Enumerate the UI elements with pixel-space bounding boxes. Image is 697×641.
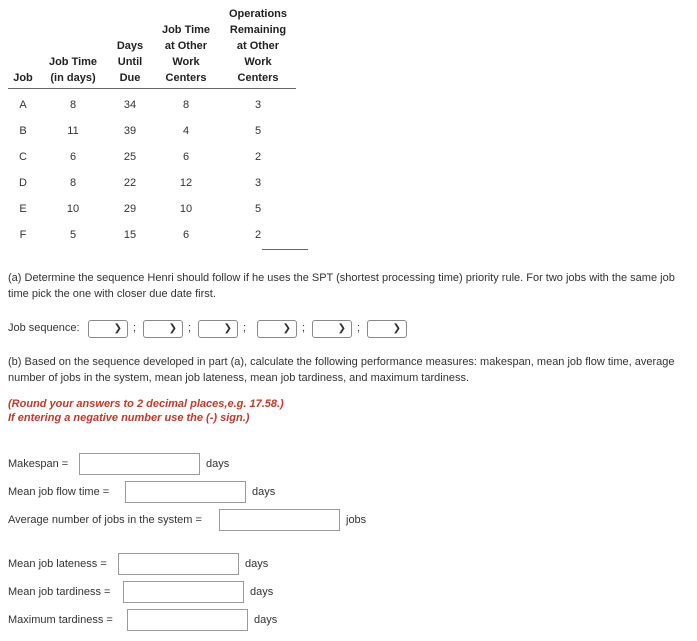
cell-job: B	[19, 125, 27, 137]
job-sequence-label: Job sequence:	[8, 322, 80, 334]
chevron-down-icon: ❯	[337, 323, 346, 334]
avg-jobs-input[interactable]	[219, 509, 340, 531]
header-days-until-due: Days Until Due	[108, 6, 152, 89]
cell-operations-remaining: 5	[254, 203, 262, 215]
makespan-label: Makespan =	[8, 458, 69, 470]
cell-days-until-due: 39	[123, 125, 137, 137]
mean-tardiness-input[interactable]	[123, 581, 244, 603]
cell-job-time-other: 6	[182, 229, 190, 241]
chevron-down-icon: ❯	[113, 323, 122, 334]
table-bottom-rule	[262, 249, 308, 250]
table-header-row	[8, 6, 308, 89]
sequence-select-4[interactable]	[257, 320, 297, 338]
chevron-down-icon: ❯	[223, 323, 232, 334]
cell-job-time-other: 6	[182, 151, 190, 163]
header-job-time: Job Time (in days)	[38, 6, 108, 89]
mean-flow-time-input[interactable]	[125, 481, 246, 503]
sequence-separator: ;	[357, 322, 361, 334]
mean-lateness-label: Mean job lateness =	[8, 558, 107, 570]
cell-job-time-other: 12	[179, 177, 193, 189]
sequence-select-3[interactable]	[198, 320, 238, 338]
cell-operations-remaining: 3	[254, 99, 262, 111]
sequence-separator: ;	[302, 322, 306, 334]
cell-job-time: 8	[69, 99, 77, 111]
sequence-select-5[interactable]	[312, 320, 352, 338]
avg-jobs-unit: jobs	[346, 514, 367, 526]
rounding-instruction: (Round your answers to 2 decimal places,e.g. 17.58.)	[8, 398, 284, 410]
makespan-unit: days	[206, 458, 230, 470]
cell-job: E	[19, 203, 27, 215]
cell-job-time: 11	[67, 125, 79, 137]
table-row	[8, 222, 308, 248]
mean-flow-time-unit: days	[252, 486, 276, 498]
mean-lateness-input[interactable]	[118, 553, 239, 575]
max-tardiness-label: Maximum tardiness =	[8, 614, 113, 626]
mean-tardiness-unit: days	[250, 586, 274, 598]
sequence-select-6[interactable]	[367, 320, 407, 338]
cell-job-time: 6	[69, 151, 77, 163]
cell-job-time-other: 4	[182, 125, 190, 137]
cell-operations-remaining: 5	[254, 125, 262, 137]
cell-job: C	[19, 151, 27, 163]
avg-jobs-label: Average number of jobs in the system =	[8, 514, 202, 526]
chevron-down-icon: ❯	[392, 323, 401, 334]
cell-job-time-other: 8	[182, 99, 190, 111]
mean-lateness-unit: days	[245, 558, 269, 570]
cell-job-time: 10	[66, 203, 80, 215]
cell-days-until-due: 34	[123, 99, 137, 111]
job-data-table	[8, 6, 308, 248]
cell-job: A	[19, 99, 27, 111]
sequence-select-1[interactable]	[88, 320, 128, 338]
sequence-separator: ;	[243, 322, 247, 334]
mean-tardiness-label: Mean job tardiness =	[8, 586, 111, 598]
cell-job: D	[19, 177, 27, 189]
header-job-time-other: Job Time at Other Work Centers	[152, 6, 220, 89]
cell-operations-remaining: 2	[254, 229, 262, 241]
table-row	[8, 144, 308, 170]
chevron-down-icon: ❯	[282, 323, 291, 334]
cell-days-until-due: 29	[123, 203, 137, 215]
header-operations-remaining: Operations Remaining at Other Work Centers	[220, 6, 296, 89]
cell-days-until-due: 25	[123, 151, 137, 163]
table-row	[8, 118, 308, 144]
mean-flow-time-label: Mean job flow time =	[8, 486, 110, 498]
cell-days-until-due: 15	[123, 229, 137, 241]
header-job: Job	[8, 6, 38, 89]
sequence-select-2[interactable]	[143, 320, 183, 338]
max-tardiness-unit: days	[254, 614, 278, 626]
cell-operations-remaining: 3	[254, 177, 262, 189]
sequence-separator: ;	[188, 322, 192, 334]
cell-job-time: 5	[69, 229, 77, 241]
table-row	[8, 196, 308, 222]
cell-operations-remaining: 2	[254, 151, 262, 163]
cell-days-until-due: 22	[123, 177, 137, 189]
table-row	[8, 89, 308, 119]
part-b-question: (b) Based on the sequence developed in part (a), calculate the following performance measures: makespan, mean job flow time, average number of jobs in the system, mean job lateness, mean job tardiness, and maximum tardiness.	[8, 356, 675, 384]
cell-job-time-other: 10	[179, 203, 193, 215]
max-tardiness-input[interactable]	[127, 609, 248, 631]
cell-job: F	[19, 229, 27, 241]
table-row	[8, 170, 308, 196]
cell-job-time: 8	[69, 177, 77, 189]
chevron-down-icon: ❯	[168, 323, 177, 334]
part-a-question: (a) Determine the sequence Henri should follow if he uses the SPT (shortest processing time) priority rule. For two jobs with the same job time pick the one with closer due date first.	[8, 272, 675, 300]
negative-instruction: If entering a negative number use the (-) sign.)	[8, 412, 250, 424]
sequence-separator: ;	[133, 322, 137, 334]
makespan-input[interactable]	[79, 453, 200, 475]
